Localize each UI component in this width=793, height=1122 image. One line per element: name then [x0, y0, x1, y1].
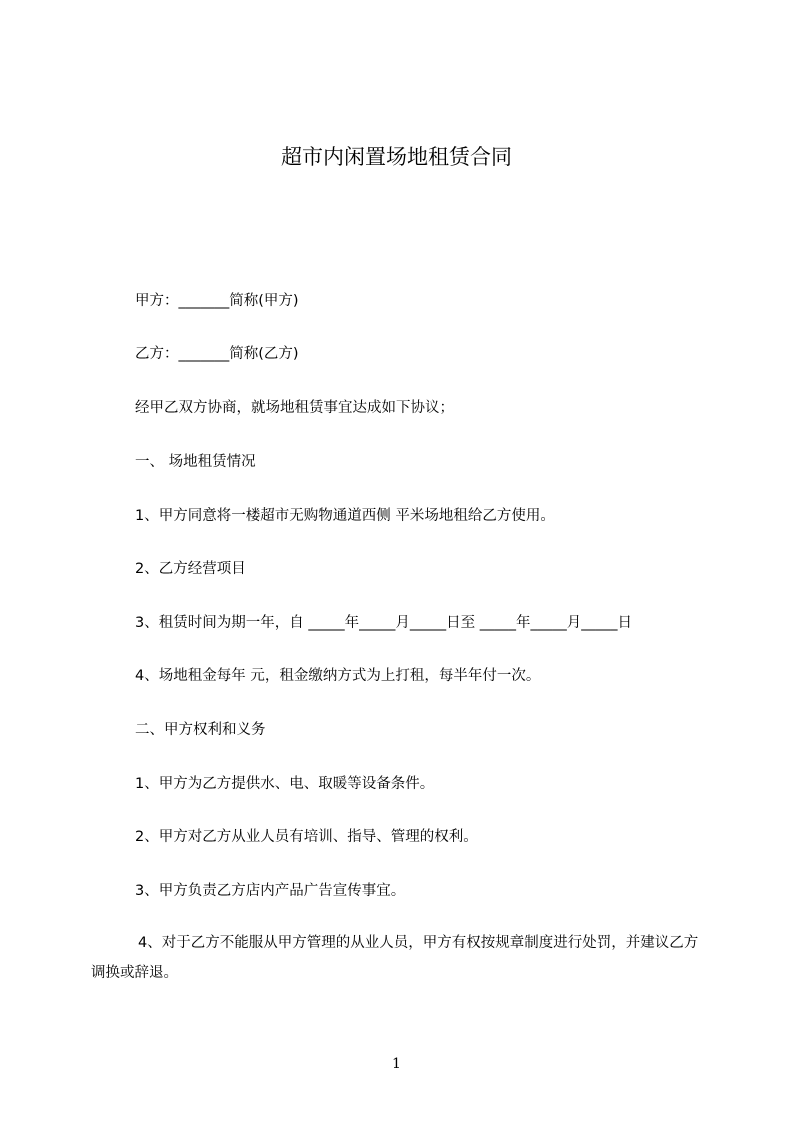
- page-number: 1: [392, 1056, 401, 1072]
- clause-2-1: 1、甲方为乙方提供水、电、取暖等设备条件。: [135, 776, 435, 792]
- clause-1-4: 4、场地租金每年 元，租金缴纳方式为上打租，每半年付一次。: [135, 668, 541, 684]
- clause-1-3: 3、租赁时间为期一年，自 _____年_____月_____日至 _____年_____月_____日: [135, 615, 632, 631]
- party-b-line: 乙方：_______简称(乙方): [135, 346, 299, 362]
- party-a-line: 甲方：_______简称(甲方): [135, 293, 299, 309]
- section-heading-1: 一、 场地租赁情况: [135, 454, 256, 470]
- section-heading-2: 二、甲方权利和义务: [135, 722, 266, 738]
- clause-1-1: 1、甲方同意将一楼超市无购物通道西侧 平米场地租给乙方使用。: [135, 508, 555, 524]
- clause-2-2: 2、甲方对乙方从业人员有培训、指导、管理的权利。: [135, 829, 478, 845]
- clause-1-2: 2、乙方经营项目: [135, 561, 246, 577]
- agreement-intro: 经甲乙双方协商，就场地租赁事宜达成如下协议；: [135, 400, 454, 416]
- document-title: 超市内闲置场地租赁合同: [281, 145, 512, 169]
- clause-2-4: 4、对于乙方不能服从甲方管理的从业人员，甲方有权按规章制度进行处罚，并建议乙方调换或辞退。: [91, 935, 699, 981]
- clause-2-3: 3、甲方负责乙方店内产品广告宣传事宜。: [135, 883, 406, 899]
